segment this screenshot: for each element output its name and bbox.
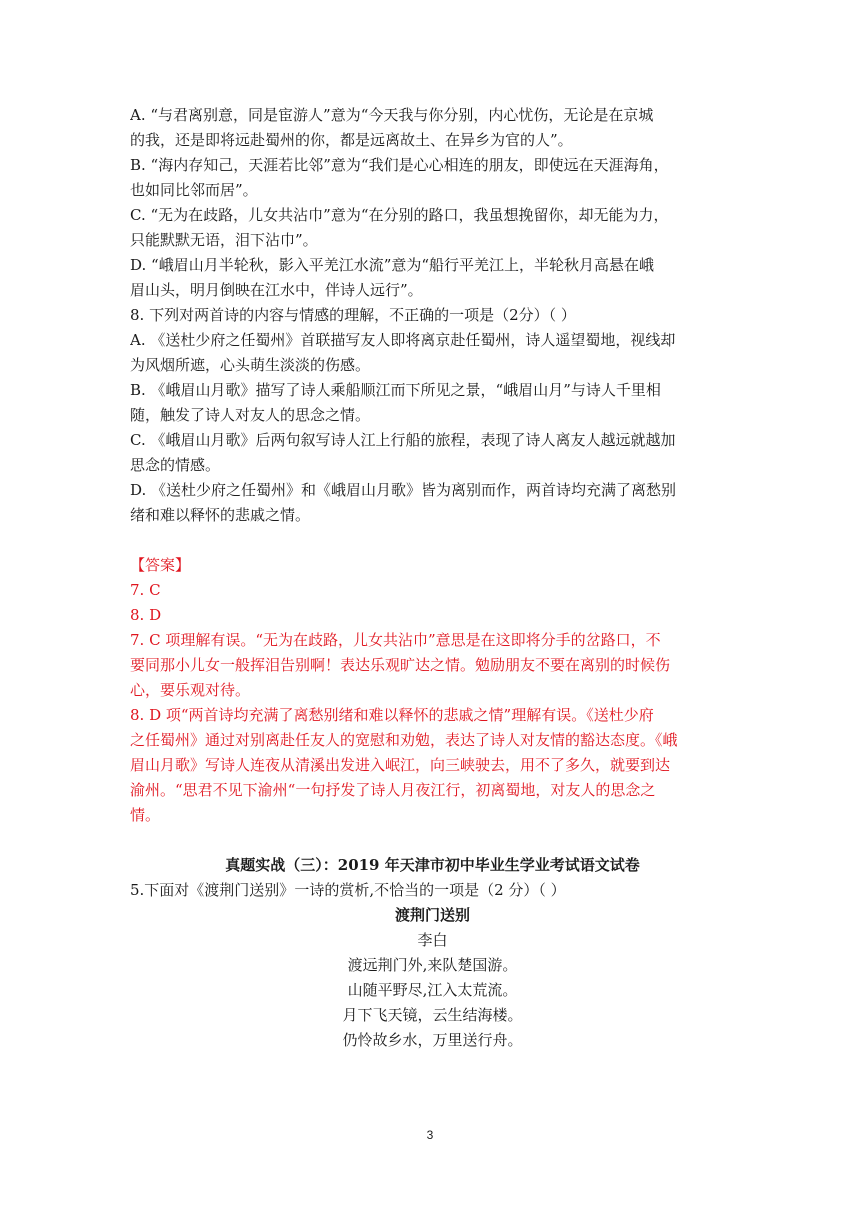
q8-option-b-line-1: B. 《峨眉山月歌》描写了诗人乘船顺江而下所见之景，“峨眉山月”与诗人千里相 [130, 381, 661, 399]
q8-option-c-line-1: C. 《峨眉山月歌》后两句叙写诗人江上行船的旅程，表现了诗人离友人越远就越加 [130, 431, 676, 449]
q8-option-b-line-2: 随，触发了诗人对友人的思念之情。 [130, 406, 371, 424]
explanation-8-line-4: 渝州。“思君不见下渝州“一句抒发了诗人月夜江行，初离蜀地，对友人的思念之 [130, 781, 656, 799]
explanation-8-line-5: 情。 [130, 806, 161, 824]
q8-option-a-line-2: 为风烟所遮，心头萌生淡淡的伤感。 [130, 356, 371, 374]
explanation-7-line-3: 心，要乐观对待。 [130, 681, 251, 699]
page-number: 3 [426, 1128, 434, 1142]
q8-option-d-line-2: 绪和难以释怀的悲戚之情。 [130, 506, 311, 524]
q7-option-c-line-2: 只能默默无语，泪下沾巾”。 [130, 231, 318, 249]
answer-section [130, 553, 735, 828]
answer-heading: 【答案】 [130, 556, 191, 574]
q7-option-d-line-2: 眉山头，明月倒映在江水中，伴诗人远行”。 [130, 281, 423, 299]
explanation-8-line-1: 8. D 项“两首诗均充满了离愁别绪和难以释怀的悲戚之情”理解有误。《送杜少府 [130, 706, 654, 724]
q7-options [130, 103, 735, 303]
q7-option-b-line-2: 也如同比邻而居”。 [130, 181, 258, 199]
q7-option-d-line-1: D. “峨眉山月半轮秋，影入平羌江水流”意为“船行平羌江上，半轮秋月高悬在峨 [130, 256, 655, 274]
explanation-7-line-1: 7. C 项理解有误。“无为在歧路，儿女共沾巾”意思是在这即将分手的岔路口，不 [130, 631, 661, 649]
page-content [130, 103, 735, 1053]
q8-option-d-line-1: D. 《送杜少府之任蜀州》和《峨眉山月歌》皆为离别而作，两首诗均充满了离愁别 [130, 481, 677, 499]
q7-option-a-line-2: 的我，还是即将远赴蜀州的你，都是远离故土、在异乡为官的人”。 [130, 131, 573, 149]
q8 [130, 303, 735, 528]
spacer [130, 828, 735, 853]
q7-option-a-line-1: A. “与君离别意，同是宦游人”意为“今天我与你分别，内心忧伤，无论是在京城 [130, 106, 654, 124]
q7-option-b-line-1: B. “海内存知己，天涯若比邻”意为“我们是心心相连的朋友，即使远在天涯海角， [130, 156, 669, 174]
explanation-8-line-2: 之任蜀州》通过对别离赴任友人的宽慰和劝勉，表达了诗人对友情的豁达态度。《峨 [130, 731, 678, 749]
q5-stem: 5.下面对《渡荆门送别》一诗的赏析,不恰当的一项是（2 分）（ ） [130, 881, 566, 899]
poem-line-2: 山随平野尽,江入太荒流。 [347, 981, 518, 999]
explanation-8-line-3: 眉山月歌》写诗人连夜从清溪出发进入岷江，向三峡驶去，用不了多久，就要到达 [130, 756, 671, 774]
poem-line-1: 渡远荆门外,来队楚国游。 [347, 956, 518, 974]
poem-title: 渡荆门送别 [394, 906, 470, 924]
poem-line-3: 月下飞天镜，云生结海楼。 [342, 1006, 523, 1024]
poem-author: 李白 [417, 931, 448, 949]
q7-option-c-line-1: C. “无为在歧路，儿女共沾巾”意为“在分别的路口，我虽想挽留你，却无能为力， [130, 206, 669, 224]
answer-8: 8. D [130, 606, 162, 624]
explanation-7-line-2: 要同那小儿女一般挥泪告别啊！表达乐观旷达之情。勉励朋友不要在离别的时候伤 [130, 656, 671, 674]
spacer [130, 528, 735, 553]
poem-line-4: 仍怜故乡水，万里送行舟。 [342, 1031, 523, 1049]
q8-stem: 8. 下列对两首诗的内容与情感的理解，不正确的一项是（2分）（ ） [130, 306, 576, 324]
q8-option-c-line-2: 思念的情感。 [130, 456, 221, 474]
section-3 [130, 853, 735, 1053]
section-title: 真题实战（三）：2019 年天津市初中毕业生学业考试语文试卷 [225, 856, 640, 874]
q8-option-a-line-1: A. 《送杜少府之任蜀州》首联描写友人即将离京赴任蜀州，诗人遥望蜀地，视线却 [130, 331, 676, 349]
answer-7: 7. C [130, 581, 161, 599]
